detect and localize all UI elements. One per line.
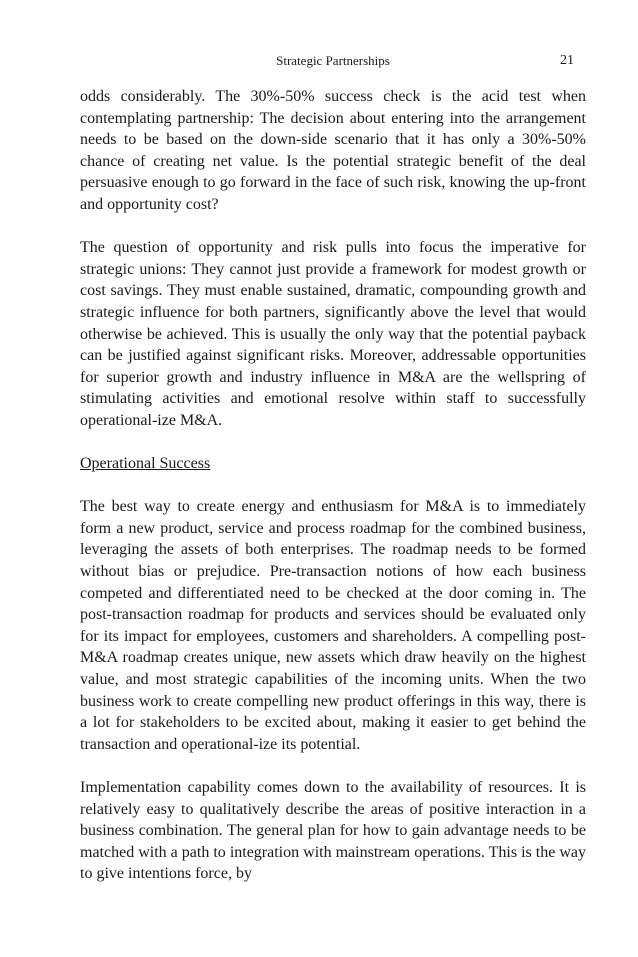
running-header: [80, 52, 586, 70]
paragraph-3: The best way to create energy and enthusiasm for M&A is to immediately form a new product, service and process roadmap for the combined business, leveraging the assets of both enterprises. The roadmap needs to be formed without bias or prejudice. Pre-transaction notions of how each business competed and differentiated need to be checked at the door coming in. The post-transaction roadmap for products and services should be evaluated only for its impact for employees, customers and shareholders. A compelling post-M&A roadmap creates unique, new assets which draw heavily on the highest value, and most strategic capabilities of the incoming units. When the two business work to create compelling new product offerings in this way, there is a lot for stakeholders to be excited about, making it easier to get behind the transaction and operational-ize its potential.: [80, 498, 586, 753]
paragraph-2: The question of opportunity and risk pulls into focus the imperative for strategic unions: They cannot just provide a framework for modest growth or cost savings. They must enable sustained, dramatic, compounding growth and strategic influence for both partners, significantly above the level that would otherwise be achieved. This is usually the only way that the potential payback can be justified against significant risks. Moreover, addressable opportunities for superior growth and industry influence in M&A are the wellspring of stimulating activities and emotional resolve within staff to successfully operational-ize M&A.: [80, 239, 586, 429]
paragraph-4: Implementation capability comes down to the availability of resources. It is relatively easy to qualitatively describe the areas of positive interaction in a business combination. The general plan for how to gain advantage needs to be matched with a path to integration with mainstream operations. This is the way to give intentions force, by: [80, 779, 586, 883]
page-number: 21: [560, 53, 574, 68]
running-header-title: Strategic Partnerships: [276, 53, 390, 68]
body-text: [80, 86, 586, 907]
paragraph-1: odds considerably. The 30%-50% success check is the acid test when contemplating partnership: The decision about entering into the arrangement needs to be based on the down-side scenario that it has only a 30%-50% chance of creating net value. Is the potential strategic benefit of the deal persuasive enough to go forward in the face of such risk, knowing the up-front and opportunity cost?: [80, 88, 586, 213]
section-heading-operational-success: Operational Success: [80, 455, 211, 473]
